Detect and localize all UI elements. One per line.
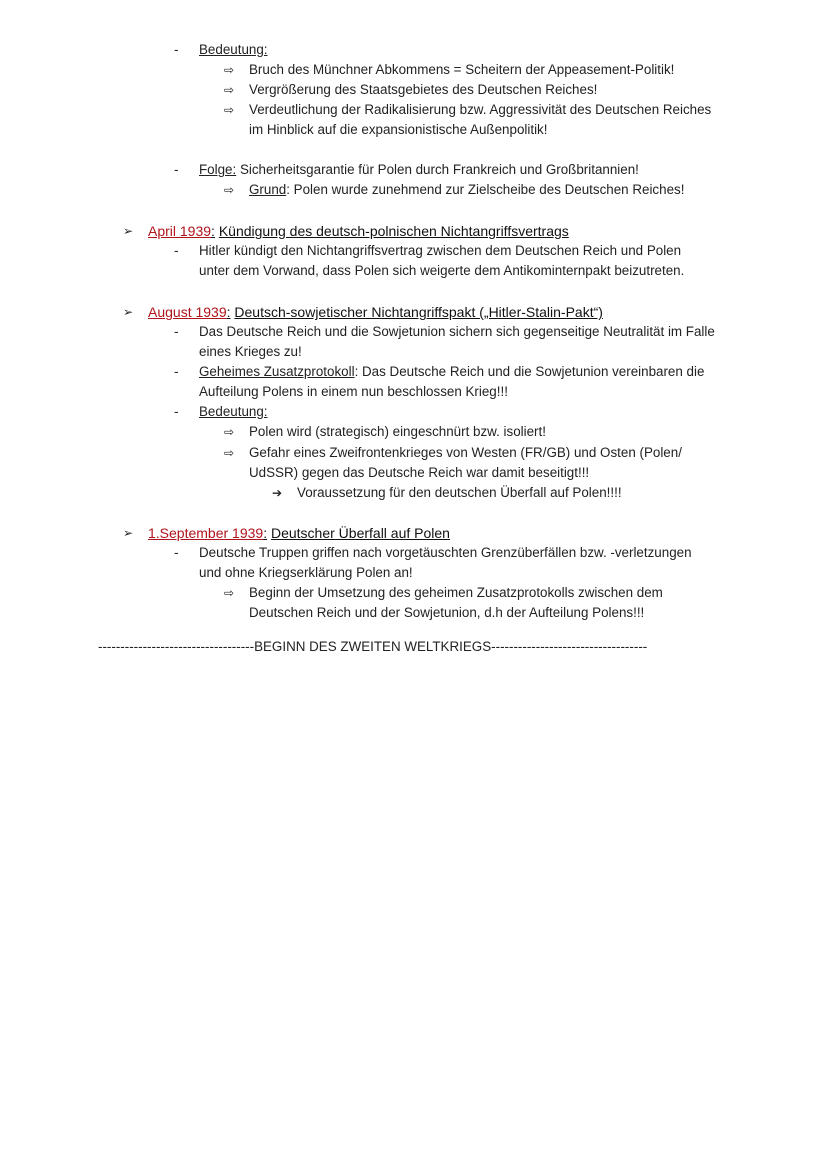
- text-line: Deutsche Truppen griffen nach vorgetäuschten Grenzüberfällen bzw. -verletzungen: [199, 545, 692, 560]
- bullet-arrow-icon: ➢: [123, 224, 134, 238]
- folge-label: Folge:: [199, 162, 237, 177]
- bedeutung-item: Gefahr eines Zweifrontenkrieges von Westen (FR/GB) und Osten (Polen/: [249, 445, 682, 460]
- bedeutung-label: Bedeutung:: [199, 404, 268, 419]
- result-line: Beginn der Umsetzung des geheimen Zusatzprotokolls zwischen dem: [249, 585, 663, 600]
- folge-line: [199, 160, 639, 180]
- bedeutung-item-continued: UdSSR) gegen das Deutsche Reich war damit beseitigt!!!: [249, 465, 590, 480]
- conclusion-line: Voraussetzung für den deutschen Überfall auf Polen!!!!: [297, 485, 622, 500]
- section-date: April 1939: [148, 223, 212, 239]
- arrow-right-icon: ⇨: [224, 425, 235, 439]
- dash-bullet: -: [174, 545, 179, 560]
- arrow-right-icon: ⇨: [224, 63, 235, 77]
- section-heading-september: [148, 523, 450, 543]
- bullet-arrow-icon: ➢: [123, 526, 134, 540]
- result-line-continued: Deutschen Reich und der Sowjetunion, d.h der Aufteilung Polens!!!: [249, 605, 645, 620]
- bedeutung-item: Verdeutlichung der Radikalisierung bzw. Aggressivität des Deutschen Reiches: [249, 102, 712, 117]
- grund-label: Grund: [249, 182, 287, 197]
- dash-bullet: -: [174, 42, 179, 57]
- dash-bullet: -: [174, 324, 179, 339]
- zusatz-label: Geheimes Zusatzprotokoll: [199, 364, 355, 379]
- grund-text: : Polen wurde zunehmend zur Zielscheibe des Deutschen Reiches!: [286, 182, 685, 197]
- text-line: und ohne Kriegserklärung Polen an!: [199, 565, 413, 580]
- section-date: 1.September 1939: [148, 525, 264, 541]
- grund-line: [249, 180, 684, 200]
- text-line: eines Krieges zu!: [199, 344, 302, 359]
- zusatz-line: [199, 362, 704, 382]
- arrow-right-icon: ⇨: [224, 446, 235, 460]
- bedeutung-item: Bruch des Münchner Abkommens = Scheitern der Appeasement-Politik!: [249, 62, 675, 77]
- bullet-arrow-icon: ➢: [123, 305, 134, 319]
- dash-bullet: -: [174, 364, 179, 379]
- section-colon: :: [226, 304, 231, 320]
- arrow-right-icon: ⇨: [224, 103, 235, 117]
- folge-text: Sicherheitsgarantie für Polen durch Frankreich und Großbritannien!: [236, 162, 639, 177]
- dash-bullet: -: [174, 243, 179, 258]
- bedeutung-item-continued: im Hinblick auf die expansionistische Außenpolitik!: [249, 122, 548, 137]
- arrow-right-icon: ⇨: [224, 586, 235, 600]
- dash-bullet: -: [174, 404, 179, 419]
- dash-bullet: -: [174, 162, 179, 177]
- bedeutung-item: Vergrößerung des Staatsgebietes des Deutschen Reiches!: [249, 82, 598, 97]
- text-line: unter dem Vorwand, dass Polen sich weigerte dem Antikominternpakt beizutreten.: [199, 263, 685, 278]
- bedeutung-item: Polen wird (strategisch) eingeschnürt bzw. isoliert!: [249, 424, 546, 439]
- bold-arrow-icon: ➔: [272, 486, 283, 500]
- section-title: Kündigung des deutsch-polnischen Nichtangriffsvertrags: [218, 223, 569, 239]
- text-line: Aufteilung Polens in einem nun beschlossen Krieg!!!: [199, 384, 508, 399]
- bedeutung-label: Bedeutung:: [199, 42, 268, 57]
- section-title: Deutsch-sowjetischer Nichtangriffspakt („Hitler-Stalin-Pakt“): [234, 304, 603, 320]
- section-divider: -----------------------------------BEGINN DES ZWEITEN WELTKRIEGS-----------------------------------: [98, 639, 648, 654]
- section-colon: :: [263, 525, 268, 541]
- section-heading-august: [148, 302, 603, 322]
- zusatz-text: : Das Deutsche Reich und die Sowjetunion vereinbaren die: [354, 364, 705, 379]
- arrow-right-icon: ⇨: [224, 83, 235, 97]
- text-line: Hitler kündigt den Nichtangriffsvertrag zwischen dem Deutschen Reich und Polen: [199, 243, 682, 258]
- section-colon: :: [211, 223, 215, 239]
- arrow-right-icon: ⇨: [224, 183, 235, 197]
- section-date: August 1939: [148, 304, 227, 320]
- section-heading-april: [148, 221, 569, 241]
- section-title: Deutscher Überfall auf Polen: [270, 525, 450, 541]
- text-line: Das Deutsche Reich und die Sowjetunion sichern sich gegenseitige Neutralität im Falle: [199, 324, 715, 339]
